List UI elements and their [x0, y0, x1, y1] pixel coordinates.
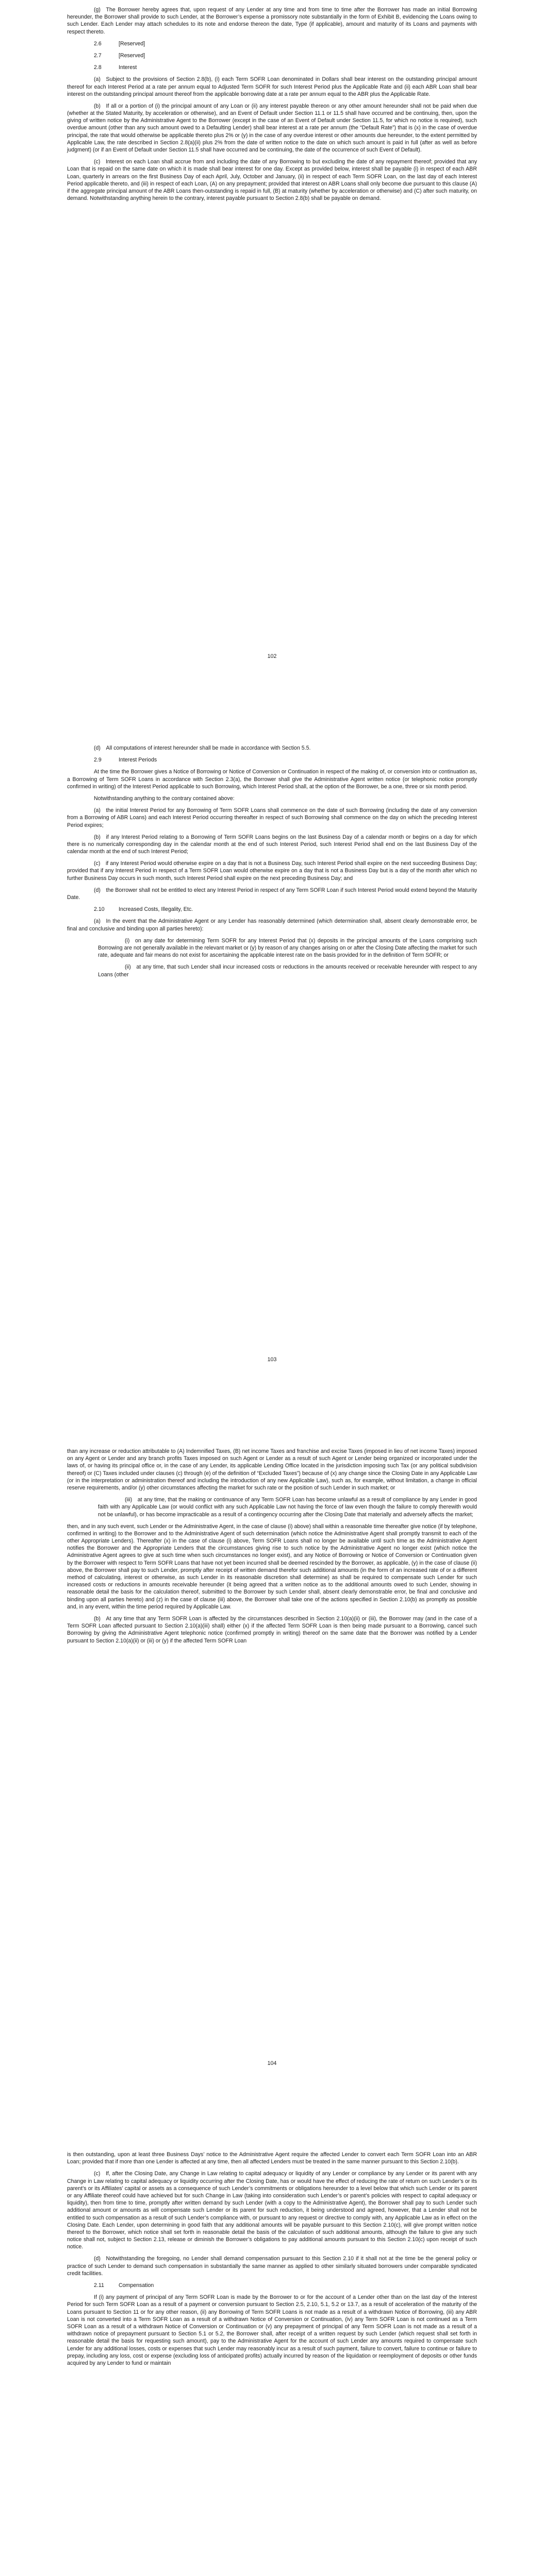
- paragraph-2-10-a-ii-continued: than any increase or reduction attributable to (A) Indemnified Taxes, (B) net income Taxes and franchise and excise Taxes (imposed in lieu of net income Taxes) imposed on any Agent or Lender and any branch profits Taxes imposed on such Agent or Lender as a result of such Agent or Lender being organized or incorporated under the laws of, or having its principal office or, in the case of any Lender, its applicable Lending Office located in the jurisdiction imposing such Tax (or any political subdivision thereof) or (C) Taxes included under clauses (c) through (e) of the definition of “Excluded Taxes”) because of (x) any change since the Closing Date in any Applicable Law (or in the interpretation or administration thereof and including the introduction of any new Applicable Law), such as, for example, without limitation, a change in official reserve requirements, and/or (y) other circumstances affecting the market for such rate or the position of such Lender in such market; or: [67, 1448, 477, 1491]
- paragraph-2-11: If (i) any payment of principal of any Term SOFR Loan is made by the Borrower to or for the account of a Lender other than on the last day of the Interest Period for such Term SOFR Loan as a result of a payment or conversion pursuant to Section 2.5, 2.10, 5.1, 5.2 or 13.7, as a result of acceleration of the maturity of the Loans pursuant to Section 11 or for any other reason, (ii) any Borrowing of Term SOFR Loans is not made as a result of a withdrawn Notice of Borrowing, (iii) any ABR Loan is not converted into a Term SOFR Loan as a result of a withdrawn Notice of Conversion or Continuation, (iv) any Term SOFR Loan is not continued as a Term SOFR Loan as a result of a withdrawn Notice of Conversion or Continuation or (v) any prepayment of principal of any Term SOFR Loan is not made as a result of a withdrawn notice of prepayment pursuant to Section 5.1 or 5.2, the Borrower shall, after receipt of a written request by such Lender (which request shall set forth in reasonable detail the basis for requesting such amount), pay to the Administrative Agent for the account of such Lender any amounts required to compensate such Lender for any additional losses, costs or expenses that such Lender may reasonably incur as a result of such payment, failure to convert, failure to continue or failure to prepay, including any loss, cost or expense (excluding loss of anticipated profits) actually incurred by reason of the liquidation or reemployment of deposits or other funds acquired by any Lender to fund or maintain: [67, 2294, 477, 2366]
- section-title: Compensation: [119, 2282, 154, 2289]
- paragraph-2-10-then: then, and in any such event, such Lender or the Administrative Agent, in the case of clause (i) above) shall within a reasonable time thereafter give notice (if by telephone, confirmed in writing) to the Borrower and to the Administrative Agent of such determination (which notice the Administrative Agent shall promptly transmit to each of the other Appropriate Lenders). Thereafter (x) in the case of clause (i) above, Term SOFR Loans shall no longer be available until such time as the Administrative Agent notifies the Borrower and the Appropriate Lenders that the circumstances giving rise to such notice by the Administrative Agent no longer exist (which notice the Administrative Agent agrees to give at such time when such circumstances no longer exist), and any Notice of Borrowing or Notice of Conversion or Continuation given by the Borrower with respect to Term SOFR Loans that have not yet been incurred shall be deemed rescinded by the Borrower, as applicable, (y) in the case of clause (ii) above, the Borrower shall pay to such Lender, promptly after receipt of written demand therefor such additional amounts (in the form of an increased rate of or a different method of calculating, interest or otherwise, as such Lender in its reasonable discretion shall determine) as shall be required to compensate such Lender for such increased costs or reductions in amounts receivable hereunder (it being agreed that a written notice as to the additional amounts owed to such Lender, showing in reasonable detail the basis for the calculation thereof, submitted to the Borrower by such Lender shall, absent clearly demonstrable error, be final and conclusive and binding upon all parties hereto) and (z) in the case of clause (iii) above, the Borrower shall take one of the actions specified in Section 2.10(b) as promptly as possible and, in any event, within the time period required by Applicable Law.: [67, 1523, 477, 1610]
- paragraph-2-8-c: (c) Interest on each Loan shall accrue from and including the date of any Borrowing to but excluding the date of any repayment thereof; provided that any Loan that is repaid on the same date on which it is made shall bear interest for one day. Except as provided below, interest shall be payable (i) in respect of each ABR Loan, quarterly in arrears on the first Business Day of each April, July, October and January, (ii) in respect of each Term SOFR Loan, on the last day of each Interest Period applicable thereto, and (iii) in respect of each Loan, (A) on any prepayment; provided that interest on ABR Loans shall only become due pursuant to this clause (A) if the aggregate principal amount of the ABR Loans then-outstanding is repaid in full, (B) at maturity (whether by acceleration or otherwise) and (C) after such maturity, on demand. Notwithstanding anything herein to the contrary, interest payable pursuant to Section 2.8(b) shall be payable on demand.: [67, 159, 477, 202]
- paragraph-2-10-a: (a) In the event that the Administrative Agent or any Lender has reasonably determined (which determination shall, absent clearly demonstrable error, be final and conclusive and binding upon all parties hereto):: [67, 918, 477, 932]
- page-number: 103: [267, 1357, 277, 1363]
- document-page-104: [0, 1406, 544, 2097]
- paragraph-2-8-b: (b) If all or a portion of (i) the principal amount of any Loan or (ii) any interest payable thereon or any other amount hereunder shall not be paid when due (whether at the Stated Maturity, by acceleration or otherwise), and an Event of Default under Section 11.1 or 11.5 shall have occurred and be continuing, then, upon the giving of written notice by the Administrative Agent to the Borrower (except in the case of an Event of Default under Section 11.5, for which no notice is required), such overdue amount (other than any such amount owed to a Defaulting Lender) shall bear interest at a rate per annum (the “Default Rate”) that is (x) in the case of overdue principal, the rate that would otherwise be applicable thereto plus 2% or (y) in the case of any overdue interest or other amounts due hereunder, to the extent permitted by Applicable Law, the rate described in Section 2.8(a)(ii) plus 2% from the date of written notice to the date on which such amount is paid in full (after as well as before judgment) (or if an Event of Default under Section 11.5 shall have occurred and be continuing, the date of the occurrence of such Event of Default).: [67, 103, 477, 153]
- paragraph-2-9-a: (a) the initial Interest Period for any Borrowing of Term SOFR Loans shall commence on the date of such Borrowing (including the date of any conversion from a Borrowing of ABR Loans) and each Interest Period occurring thereafter in respect of such Borrowing shall commence on the day on which the preceding Interest Period expires;: [67, 807, 477, 828]
- page-content: [67, 1406, 477, 1645]
- section-title: [Reserved]: [119, 52, 145, 59]
- section-heading-2-10: [67, 906, 477, 913]
- paragraph-2-10-a-i: (i) on any date for determining Term SOFR for any Interest Period that (x) deposits in the principal amounts of the Loans comprising such Borrowing are not generally available in the relevant market or (y) by reason of any changes arising on or after the Closing Date affecting the market for such rate, adequate and fair means do not exist for ascertaining the applicable interest rate on the basis provided for in the definition of Term SOFR; or: [98, 937, 477, 959]
- section-number: 2.10: [94, 906, 105, 913]
- section-number: 2.6: [94, 40, 102, 47]
- paragraph-2-10-a-iii: (iii) at any time, that the making or continuance of any Term SOFR Loan has become unlawful as a result of compliance by any Lender in good faith with any Applicable Law (or would conflict with any such Applicable Law not having the force of law even though the failure to comply therewith would not be unlawful), or has become impracticable as a result of a contingency occurring after the Closing Date that materially and adversely affects the market;: [98, 1497, 477, 1518]
- paragraph-2-8-d: (d) All computations of interest hereunder shall be made in accordance with Section 5.5.: [94, 745, 311, 751]
- paragraph-2-10-d: (d) Notwithstanding the foregoing, no Lender shall demand compensation pursuant to this Section 2.10 if it shall not at the time be the general policy or practice of such Lender to demand such compensation in substantially the same manner as applied to other similarly situated borrowers under comparable syndicated credit facilities.: [67, 2256, 477, 2277]
- page-content: [67, 2110, 477, 2367]
- paragraph-2-9-c: (c) if any Interest Period would otherwise expire on a day that is not a Business Day, such Interest Period shall expire on the next succeeding Business Day; provided that if any Interest Period in respect of a Term SOFR Loan would otherwise expire on a day that is not a Business Day but is a day of the month after which no further Business Day occurs in such month, such Interest Period shall expire on the next preceding Business Day; and: [67, 860, 477, 882]
- section-heading-2-8: [67, 64, 477, 71]
- paragraph-2-10-c: (c) If, after the Closing Date, any Change in Law relating to capital adequacy or liquidity of any Lender or compliance by any Lender or its parent with any Change in Law relating to capital adequacy or liquidity occurring after the Closing Date, has or would have the effect of reducing the rate of return on such Lender’s or its parent’s or its Affiliates’ capital or assets as a consequence of such Lender’s commitments or obligations hereunder to a level below that which such Lender or its parent or any Affiliate thereof could have achieved but for such Change in Law (taking into consideration such Lender’s or parent’s policies with respect to capital adequacy or liquidity), then from time to time, promptly after written demand by such Lender (with a copy to the Administrative Agent), the Borrower shall pay to such Lender such additional amount or amounts as will compensate such Lender or its parent for such reduction, it being understood and agreed, however, that a Lender shall not be entitled to such compensation as a result of such Lender’s compliance with, or pursuant to any request or directive to comply with, any Applicable Law as in effect on the Closing Date. Each Lender, upon determining in good faith that any additional amounts will be payable pursuant to this Section 2.10(c), will give prompt written notice thereof to the Borrower, which notice shall set forth in reasonable detail the basis of the calculation of such additional amounts, although the failure to give any such notice shall not, subject to Section 2.13, release or diminish the Borrower’s obligations to pay additional amounts pursuant to this Section 2.10(c) upon receipt of such notice.: [67, 2171, 477, 2250]
- page-content: [67, 703, 477, 978]
- page-content: [67, 0, 477, 202]
- section-title: [Reserved]: [119, 40, 145, 47]
- document-page-103: [0, 703, 544, 1394]
- section-number: 2.7: [94, 52, 102, 59]
- section-number: 2.11: [94, 2282, 104, 2289]
- section-heading-2-11: [67, 2282, 477, 2289]
- document-page-102: [0, 0, 544, 696]
- section-heading-2-9: [67, 756, 477, 764]
- section-title: Interest Periods: [119, 757, 157, 764]
- section-number: 2.8: [94, 64, 102, 71]
- paragraph-2-9-notwithstanding: Notwithstanding anything to the contrary contained above:: [94, 795, 235, 802]
- page-number: 102: [267, 653, 277, 659]
- paragraph-2-9-intro: At the time the Borrower gives a Notice of Borrowing or Notice of Conversion or Continuation in respect of the making of, or conversion into or continuation as, a Borrowing of Term SOFR Loans in accordance with Section 2.3(a), the Borrower shall give the Administrative Agent written notice (or telephonic notice promptly confirmed in writing) of the Interest Period applicable to such Borrowing, which Interest Period shall, at the option of the Borrower, be a one, three or six month period.: [67, 769, 477, 790]
- page-number: 104: [267, 2060, 277, 2066]
- section-heading-2-6: [67, 40, 477, 47]
- paragraph-2-9-d: (d) the Borrower shall not be entitled to elect any Interest Period in respect of any Term SOFR Loan if such Interest Period would extend beyond the Maturity Date.: [67, 887, 477, 901]
- paragraph-2-10-a-ii: (ii) at any time, that such Lender shall incur increased costs or reductions in the amounts received or receivable hereunder with respect to any Loans (other: [98, 964, 477, 978]
- document-page-105: [0, 2110, 544, 2576]
- paragraph-2-5-g: (g) The Borrower hereby agrees that, upon request of any Lender at any time and from time to time after the Borrower has made an initial Borrowing hereunder, the Borrower shall provide to such Lender, at the Borrower’s expense a promissory note substantially in the form of Exhibit B, evidencing the Loans owing to such Lender. Each Lender may attach schedules to its note and endorse thereon the date, Type (if applicable), amount and maturity of its Loans and payments with respect thereto.: [67, 7, 477, 35]
- paragraph-2-9-b: (b) if any Interest Period relating to a Borrowing of Term SOFR Loans begins on the last Business Day of a calendar month or begins on a day for which there is no numerically corresponding day in the calendar month at the end of such Interest Period, such Interest Period shall end on the last Business Day of the calendar month at the end of such Interest Period;: [67, 834, 477, 855]
- section-title: Increased Costs, Illegality, Etc.: [119, 906, 193, 913]
- section-number: 2.9: [94, 757, 102, 764]
- section-heading-2-7: [67, 52, 477, 59]
- section-title: Interest: [119, 64, 137, 71]
- paragraph-2-8-a: (a) Subject to the provisions of Section 2.8(b), (i) each Term SOFR Loan denominated in Dollars shall bear interest on the outstanding principal amount thereof for each Interest Period at a rate per annum equal to Adjusted Term SOFR for such Interest Period plus the Applicable Rate and (ii) each ABR Loan shall bear interest on the outstanding principal amount thereof from the applicable borrowing date at a rate per annum equal to the ABR plus the Applicable Rate.: [67, 76, 477, 97]
- paragraph-2-10-b-continued: is then outstanding, upon at least three Business Days’ notice to the Administrative Agent require the affected Lender to convert each Term SOFR Loan into an ABR Loan; provided that if more than one Lender is affected at any time, then all affected Lenders must be treated in the same manner pursuant to this Section 2.10(b).: [67, 2151, 477, 2165]
- paragraph-2-10-b: (b) At any time that any Term SOFR Loan is affected by the circumstances described in Section 2.10(a)(ii) or (iii), the Borrower may (and in the case of a Term SOFR Loan affected pursuant to Section 2.10(a)(iii) shall) either (x) if the affected Term SOFR Loan is then being made pursuant to a Borrowing, cancel such Borrowing by giving the Administrative Agent telephonic notice (confirmed promptly in writing) thereof on the same date that the Borrower was notified by a Lender pursuant to Section 2.10(a)(ii) or (iii) or (y) if the affected Term SOFR Loan: [67, 1615, 477, 1644]
